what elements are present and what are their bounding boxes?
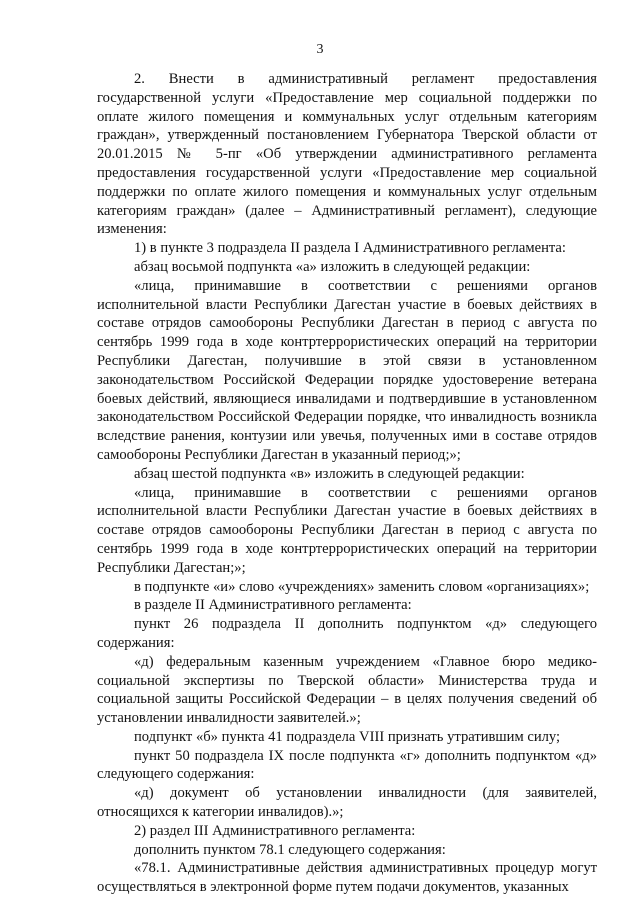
paragraph: подпункт «б» пункта 41 подраздела VIII признать утратившим силу; — [134, 728, 561, 745]
paragraph: пункт 26 подраздела II дополнить подпунктом «д» следующего содержания: — [97, 616, 597, 651]
paragraph: дополнить пунктом 78.1 следующего содержания: — [134, 841, 446, 858]
paragraph: в подпункте «и» слово «учреждениях» заменить словом «организациях»; — [134, 578, 590, 595]
paragraph: «лица, принимавшие в соответствии с решениями органов исполнительной власти Республики Дагестан участие в боевых действиях в составе отрядов самообороны Республики Дагестан в период с августа по сентябрь 1999 года в ходе контртеррористических операций на территории Республики Дагестан, получившие в этой связи в установленном законодательством Российской Федерации порядке удостоверение ветерана боевых действий, являющиеся инвалидами и подтвердившие в установленном законодательством Российской Федерации порядке, что инвалидность возникла вследствие ранения, контузии или увечья, полученных ими в составе отрядов самообороны Республики Дагестан в указанный период;»; — [97, 277, 597, 463]
paragraph: 2) раздел III Административного регламента: — [134, 822, 416, 839]
paragraph: 1) в пункте 3 подраздела II раздела I Административного регламента: — [134, 240, 566, 257]
paragraph: в разделе II Административного регламента: — [134, 597, 412, 614]
paragraph: «78.1. Административные действия административных процедур могут осуществляться в электронной форме путем подачи документов, указанных — [97, 860, 597, 896]
paragraph: «лица, принимавшие в соответствии с решениями органов исполнительной власти Республики Дагестан участие в боевых действиях в составе отрядов самообороны Республики Дагестан в период с августа по сентябрь 1999 года в ходе контртеррористических операций на территории Республики Дагестан;»; — [97, 484, 597, 576]
paragraph: абзац восьмой подпункта «а» изложить в следующей редакции: — [134, 258, 531, 275]
paragraph: абзац шестой подпункта «в» изложить в следующей редакции: — [134, 465, 525, 482]
paragraph: 2. Внести в административный регламент предоставления государственной услуги «Предоставление мер социальной поддержки по оплате жилого помещения и коммунальных услуг отдельным категориям граждан», утвержденный постановлением Губернатора Тверской области от 20.01.2015 № 5-пг «Об утверждении административного регламента предоставления государственной услуги «Предоставление мер социальной поддержки по оплате жилого помещения и коммунальных услуг отдельным категориям граждан» (далее – Административный регламент), следующие изменения: — [97, 71, 597, 238]
paragraph: «д) документ об установлении инвалидности (для заявителей, относящихся к категории инвалидов).»; — [97, 785, 597, 821]
document-body — [97, 70, 597, 897]
paragraph: пункт 50 подраздела IX после подпункта «г» дополнить подпунктом «д» следующего содержания: — [97, 747, 597, 783]
page-number: 3 — [316, 42, 324, 57]
paragraph: «д) федеральным казенным учреждением «Главное бюро медико-социальной экспертизы по Тверской области» Министерства труда и социальной защиты Российской Федерации – в целях получения сведений об установлении инвалидности заявителей.»; — [97, 653, 597, 727]
